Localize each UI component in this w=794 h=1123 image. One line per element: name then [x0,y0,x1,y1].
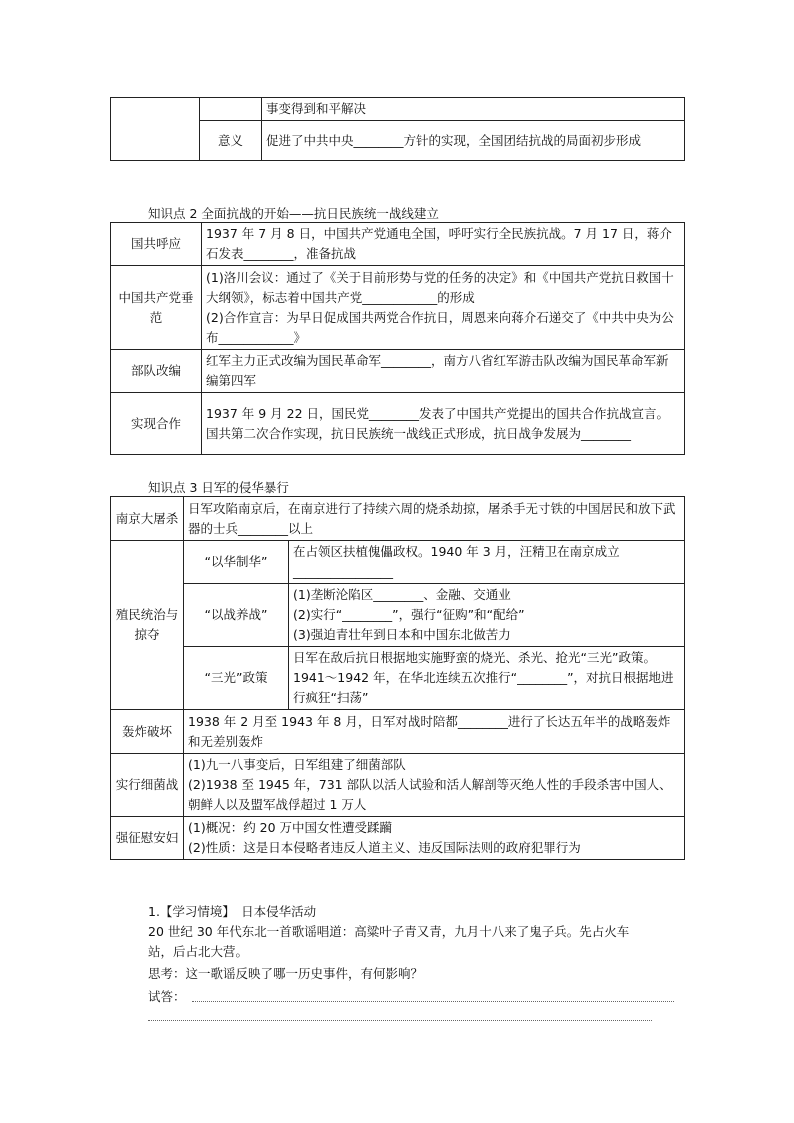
nanjing-text: 日军攻陷南京后，在南京进行了持续六周的烧杀劫掠，屠杀手无寸铁的中国居民和放下武器的士兵________以上 [184,497,685,541]
section2-title: 知识点 2 全面抗战的开始——抗日民族统一战线建立 [148,206,439,221]
top-table [110,97,685,161]
row-text-ccp-model: (1)洛川会议：通过了《关于目前形势与党的任务的决定》和《中国共产党抗日救国十大纲领》，标志着中国共产党____________的形成 (2)合作宣言：为早日促成国共两党合作抗日，周恩来向蒋介石递交了《中共中央为公布____________》 [202,266,685,350]
section3-table [110,496,685,860]
top-table-row1-text: 事变得到和平解决 [262,98,685,121]
comfort-women-text: (1)概况：约 20 万中国女性遭受蹂躏 (2)性质：这是日本侵略者违反人道主义、违反国际法则的政府犯罪行为 [184,817,685,860]
answer-label: 试答： [148,989,186,1004]
exercise-question: 思考：这一歌谣反映了哪一历史事件，有何影响？ [148,966,424,981]
section3-title: 知识点 3 日军的侵华暴行 [148,480,289,495]
row-label-cooperation: 实现合作 [111,393,202,455]
colonial-sub-text-1: 在占领区扶植傀儡政权。1940 年 3 月，汪精卫在南京成立________________ [289,541,685,584]
top-table-empty-cell [111,98,200,121]
top-table-empty-cell-2 [111,121,200,161]
row-label-kmt-ccp: 国共呼应 [111,223,202,266]
colonial-sub-text-3: 日军在敌后抗日根据地实施野蛮的烧光、杀光、抢光“三光”政策。1941～1942 年，在华北连续五次推行“________”，对抗日根据地进行疯狂“扫荡” [289,647,685,710]
section2-table [110,222,685,455]
germ-warfare-label: 实行细菌战 [111,754,184,817]
significance-label: 意义 [200,121,262,161]
exercise-text-line1: 20 世纪 30 年代东北一首歌谣唱道：高粱叶子青又青，九月十八来了鬼子兵。先占火车 [148,924,630,939]
row-label-ccp-model: 中国共产党垂范 [111,266,202,350]
answer-line-2[interactable] [148,1020,652,1021]
exercise-text-line2: 站，后占北大营。 [148,944,249,959]
germ-warfare-text: (1)九一八事变后，日军组建了细菌部队 (2)1938 至 1945 年，731 部队以活人试验和活人解剖等灭绝人性的手段杀害中国人、朝鲜人以及盟军战俘超过 1 万人 [184,754,685,817]
bombing-text: 1938 年 2 月至 1943 年 8 月，日军对战时陪都________进行了长达五年半的战略轰炸和无差别轰炸 [184,710,685,754]
colonial-sub-label-1: “以华制华” [184,541,289,584]
top-table-blank-cell [200,98,262,121]
row-text-reorg: 红军主力正式改编为国民革命军________，南方八省红军游击队改编为国民革命军新编第四军 [202,350,685,393]
row-label-reorg: 部队改编 [111,350,202,393]
row-text-cooperation: 1937 年 9 月 22 日，国民党________发表了中国共产党提出的国共合作抗战宣言。国共第二次合作实现，抗日民族统一战线正式形成，抗日战争发展为________ [202,393,685,455]
bombing-label: 轰炸破坏 [111,710,184,754]
colonial-sub-text-2: (1)垄断沦陷区________、金融、交通业 (2)实行“________”，强行“征购”和“配给” (3)强迫青壮年到日本和中国东北做苦力 [289,584,685,647]
colonial-sub-label-2: “以战养战” [184,584,289,647]
significance-text: 促进了中共中央________方针的实现，全国团结抗战的局面初步形成 [262,121,685,161]
exercise-heading: 1.【学习情境】 日本侵华活动 [148,904,317,919]
colonial-label: 殖民统治与掠夺 [111,541,184,710]
answer-line-1[interactable] [192,1001,674,1002]
nanjing-label: 南京大屠杀 [111,497,184,541]
colonial-sub-label-3: “三光”政策 [184,647,289,710]
comfort-women-label: 强征慰安妇 [111,817,184,860]
row-text-kmt-ccp: 1937 年 7 月 8 日，中国共产党通电全国，呼吁实行全民族抗战。7 月 17 日，蒋介石发表________，准备抗战 [202,223,685,266]
